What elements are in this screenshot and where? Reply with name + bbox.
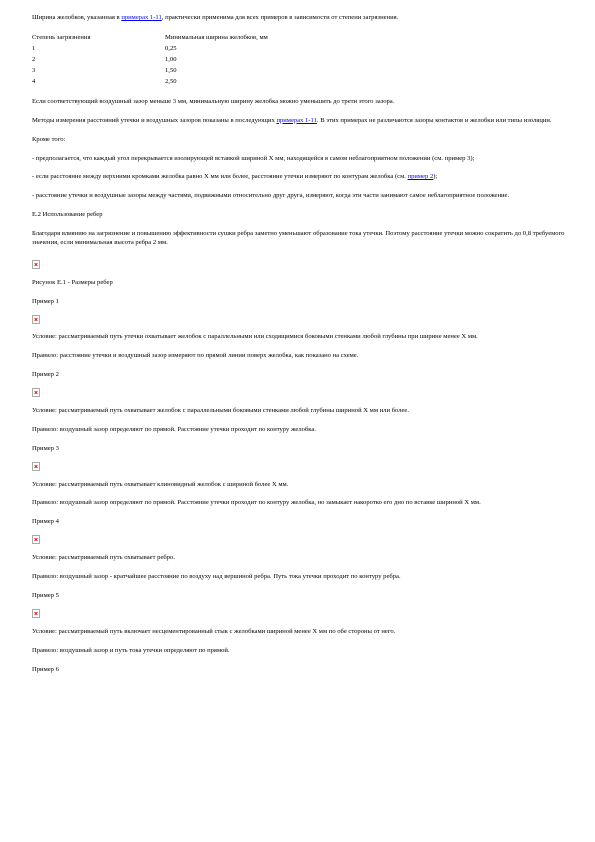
example-condition: Условие: рассматриваемый путь включает несцементированный стык с желобками шириной менее X мм по обе стороны от него. xyxy=(32,627,396,635)
example-condition: Условие: рассматриваемый путь охватывает ребро. xyxy=(32,554,175,562)
broken-image-icon xyxy=(32,315,40,324)
example-4 xyxy=(32,518,567,582)
example-title: Пример 6 xyxy=(32,665,59,673)
intro-text: Ширина желобков, указанная в xyxy=(32,14,122,21)
broken-image-icon xyxy=(32,260,40,269)
table-header: Минимальная ширина желобков, мм xyxy=(165,33,268,41)
example-2 xyxy=(32,371,567,435)
table-cell: 2 xyxy=(32,55,36,63)
table-cell: 1,50 xyxy=(165,66,177,74)
example-6 xyxy=(32,666,567,675)
example-rule: Правило: воздушный зазор и путь тока утечки определяют по прямой. xyxy=(32,646,230,654)
example-title: Пример 4 xyxy=(32,518,59,526)
table-cell: 4 xyxy=(32,77,36,85)
bullet-3: - расстояние утечки и воздушные зазоры между частями, подвижными относительно друг друга, измеряют, когда эти части занимают самое неблагоприятное положение. xyxy=(32,192,510,200)
figure-caption: Рисунок Е.1 - Размеры ребер xyxy=(32,278,113,286)
table-row xyxy=(32,66,268,77)
broken-image-icon xyxy=(32,609,40,618)
methods-paragraph xyxy=(32,117,567,126)
examples-link[interactable]: примерах 1-11 xyxy=(121,14,162,21)
table-cell: 3 xyxy=(32,66,36,74)
table-cell: 1 xyxy=(32,44,36,52)
example-condition: Условие: рассматриваемый путь охватывает желобок с параллельными боковыми стенками любой глубины шириной X мм или более. xyxy=(32,407,410,415)
example-rule: Правило: расстояние утечки и воздушный зазор измеряют по прямой линии поверх желобка, как показано на схеме. xyxy=(32,352,359,360)
table-cell: 1,00 xyxy=(165,55,177,63)
example-title: Пример 5 xyxy=(32,591,59,599)
intro-paragraph xyxy=(32,14,567,23)
table-header-row xyxy=(32,33,268,44)
broken-image-icon xyxy=(32,535,40,544)
example-3 xyxy=(32,445,567,509)
section-paragraph: Благодаря влиянию на загрязнение и повышению эффективности сушки ребра заметно уменьшают образование тока утечки. Поэтому расстояние утечки можно сократить до 0,8 требуемого значения, если минимальная высота ребра 2 мм. xyxy=(32,230,565,247)
section-heading: Е.2 Использование ребер xyxy=(32,211,103,219)
broken-image-icon xyxy=(32,462,40,471)
table-cell: 0,25 xyxy=(165,44,177,52)
example-title: Пример 1 xyxy=(32,297,59,305)
table-cell: 2,50 xyxy=(165,77,177,85)
examples-link-2[interactable]: примерах 1-11 xyxy=(276,116,317,124)
example-rule: Правило: воздушный зазор - кратчайшее расстояние по воздуху над вершиной ребра. Путь тока утечки проходит по контуру ребра. xyxy=(32,573,401,581)
table-row xyxy=(32,77,268,88)
broken-image-icon xyxy=(32,388,40,397)
gap-paragraph: Если соответствующий воздушный зазор меньше 3 мм, минимальную ширину желобка можно уменьшить до трети этого зазора. xyxy=(32,97,395,105)
methods-text: Методы измерения расстояний утечки и воздушных зазоров показаны в последующих xyxy=(32,116,277,124)
bullet-2 xyxy=(32,173,567,182)
intro-text-end: , практически применима для всех примеров в зависимости от степени загрязнения. xyxy=(161,14,399,21)
example-condition: Условие: рассматриваемый путь утечки охватывает желобок с параллельными или сходящимися боковыми стенками любой глубины при ширине менее X мм. xyxy=(32,333,478,341)
example-1 xyxy=(32,298,567,362)
bullet-2-text: - если расстояние между верхними кромками желобка равно X мм или более, расстояние утечки измеряют по контурам желобка (см. xyxy=(32,173,408,181)
table-row xyxy=(32,44,268,55)
bullet-1: - предполагается, что каждый угол перекрывается изолирующей вставкой шириной X мм, находящейся в самом неблагоприятном положении (см. пример 3); xyxy=(32,154,475,162)
methods-text-end: . В этих примерах не различаются зазоры контактов и желобки или типы изоляции. xyxy=(316,116,552,124)
document-page xyxy=(32,14,567,680)
example-rule: Правило: воздушный зазор определяют по прямой. Расстояние утечки проходит по контуру желобка, но замыкает накоротко его дно по вставке шириной X мм. xyxy=(32,499,481,507)
table-row xyxy=(32,55,268,66)
bullet-2-text-end: ); xyxy=(433,173,438,181)
example-2-link[interactable]: пример 2 xyxy=(407,173,434,181)
example-5 xyxy=(32,592,567,656)
also-heading: Кроме того: xyxy=(32,135,66,143)
example-title: Пример 3 xyxy=(32,444,59,452)
example-condition: Условие: рассматриваемый путь охватывает клиновидный желобок с шириной более X мм. xyxy=(32,480,289,488)
groove-width-table xyxy=(32,33,268,88)
example-rule: Правило: воздушный зазор определяют по прямой. Расстояние утечки проходит по контуру желобка. xyxy=(32,425,316,433)
example-title: Пример 2 xyxy=(32,371,59,379)
table-header: Степень загрязнения xyxy=(32,33,91,41)
